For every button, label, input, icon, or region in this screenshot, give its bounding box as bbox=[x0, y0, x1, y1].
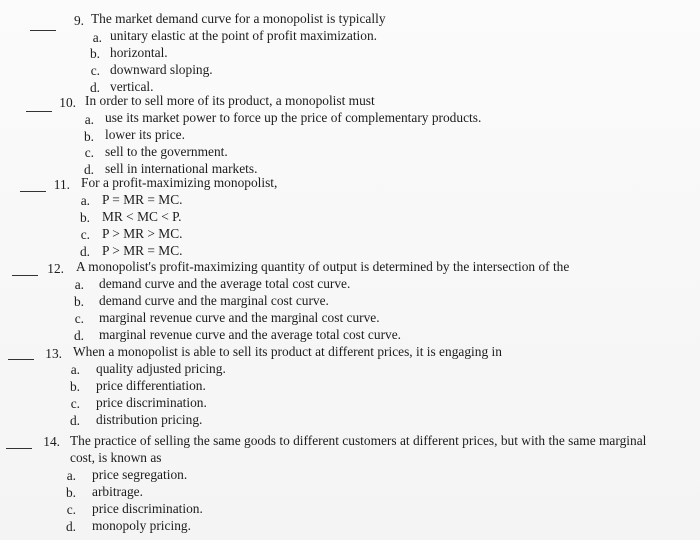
question-text: A monopolist's profit-maximizing quantity of output is determined by the intersection of the bbox=[76, 259, 570, 274]
answer-blank-10[interactable] bbox=[26, 111, 52, 112]
question-number: 10. bbox=[59, 95, 76, 110]
answer-blank-13[interactable] bbox=[8, 359, 34, 360]
option-text: price differentiation. bbox=[96, 378, 206, 393]
option-letter: b. bbox=[69, 379, 80, 394]
answer-blank-11[interactable] bbox=[20, 191, 46, 192]
question-number: 11. bbox=[53, 177, 70, 192]
option-letter: d. bbox=[83, 162, 94, 177]
option-letter: c. bbox=[66, 502, 76, 517]
option-letter: b. bbox=[65, 485, 76, 500]
option-text: P > MR > MC. bbox=[102, 226, 183, 241]
option-letter: d. bbox=[69, 413, 80, 428]
option-letter: c. bbox=[90, 63, 100, 78]
option-text: arbitrage. bbox=[92, 484, 143, 499]
question-text: In order to sell more of its product, a monopolist must bbox=[85, 93, 375, 108]
option-text: downward sloping. bbox=[110, 62, 213, 77]
option-text: use its market power to force up the price of complementary products. bbox=[105, 110, 482, 125]
option-letter: a. bbox=[66, 468, 76, 483]
option-text: P = MR = MC. bbox=[102, 192, 183, 207]
option-letter: c. bbox=[70, 396, 80, 411]
option-text: P > MR = MC. bbox=[102, 243, 183, 258]
option-letter: d. bbox=[79, 244, 90, 259]
option-text: distribution pricing. bbox=[96, 412, 203, 427]
question-text: When a monopolist is able to sell its product at different prices, it is engaging in bbox=[73, 344, 502, 359]
question-text: For a profit-maximizing monopolist, bbox=[81, 175, 278, 190]
option-text: price segregation. bbox=[92, 467, 188, 482]
option-letter: b. bbox=[73, 294, 84, 309]
option-letter: a. bbox=[70, 362, 80, 377]
option-text: horizontal. bbox=[110, 45, 168, 60]
question-number: 12. bbox=[47, 261, 64, 276]
option-text: marginal revenue curve and the average total cost curve. bbox=[99, 327, 402, 342]
option-text: vertical. bbox=[110, 79, 154, 94]
question-text: The market demand curve for a monopolist is typically bbox=[91, 11, 386, 26]
option-text: marginal revenue curve and the marginal cost curve. bbox=[99, 310, 380, 325]
option-letter: b. bbox=[89, 46, 100, 61]
option-letter: c. bbox=[84, 145, 94, 160]
option-letter: d. bbox=[73, 328, 84, 343]
option-text: sell to the government. bbox=[105, 144, 228, 159]
question-number: 9. bbox=[73, 13, 84, 28]
option-letter: a. bbox=[92, 30, 102, 45]
answer-blank-9[interactable] bbox=[30, 30, 56, 31]
option-text: monopoly pricing. bbox=[92, 518, 191, 533]
option-text: demand curve and the marginal cost curve. bbox=[99, 293, 329, 308]
question-number: 14. bbox=[43, 434, 60, 449]
option-text: price discrimination. bbox=[92, 501, 203, 516]
option-text: price discrimination. bbox=[96, 395, 207, 410]
option-letter: d. bbox=[65, 519, 76, 534]
option-letter: c. bbox=[80, 227, 90, 242]
answer-blank-12[interactable] bbox=[12, 275, 38, 276]
option-letter: a. bbox=[80, 193, 90, 208]
option-text: MR < MC < P. bbox=[102, 209, 182, 224]
question-number: 13. bbox=[45, 346, 62, 361]
option-letter: a. bbox=[74, 277, 84, 292]
option-text: unitary elastic at the point of profit maximization. bbox=[110, 28, 377, 43]
option-letter: b. bbox=[79, 210, 90, 225]
option-text: demand curve and the average total cost curve. bbox=[99, 276, 351, 291]
option-letter: d. bbox=[89, 80, 100, 95]
option-letter: a. bbox=[84, 112, 94, 127]
option-text: sell in international markets. bbox=[105, 161, 258, 176]
option-text: lower its price. bbox=[105, 127, 185, 142]
option-letter: b. bbox=[83, 129, 94, 144]
option-letter: c. bbox=[74, 311, 84, 326]
question-text-continued: cost, is known as bbox=[70, 450, 162, 465]
answer-blank-14[interactable] bbox=[6, 448, 32, 449]
option-text: quality adjusted pricing. bbox=[96, 361, 226, 376]
question-text: The practice of selling the same goods to different customers at different prices, but with the same marginal bbox=[70, 433, 647, 448]
